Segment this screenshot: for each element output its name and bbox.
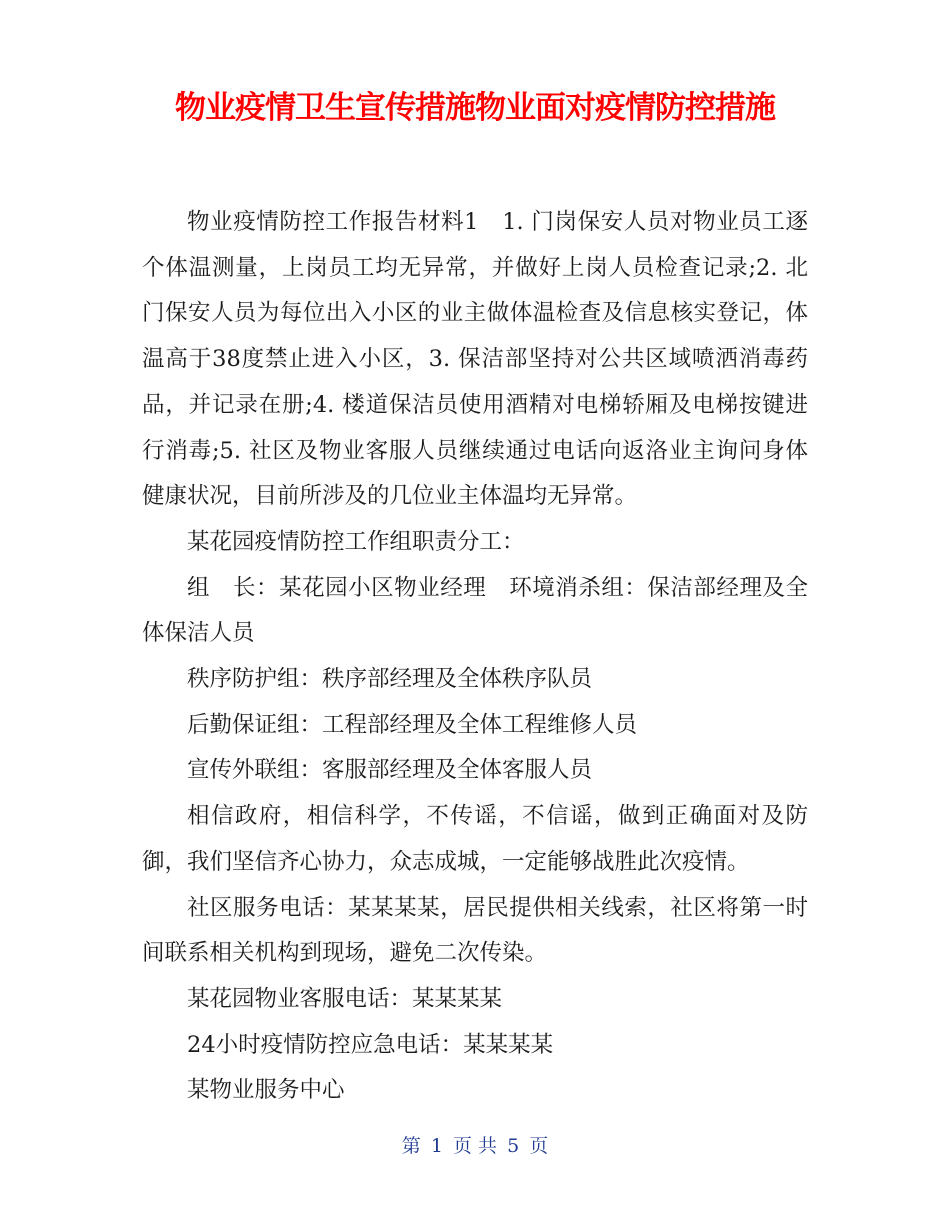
paragraph-leader: 组 长：某花园小区物业经理 环境消杀组：保洁部经理及全体保洁人员 — [142, 574, 808, 647]
footer-prefix: 第 — [401, 1135, 421, 1157]
paragraph-publicity-group: 宣传外联组：客服部经理及全体客服人员 — [187, 757, 593, 784]
paragraph-division-heading: 某花园疫情防控工作组职责分工： — [187, 528, 525, 555]
document-body — [142, 200, 808, 1114]
paragraph-service-phone: 某花园物业客服电话：某某某某 — [187, 985, 503, 1012]
paragraph-signature: 某物业服务中心 — [187, 1077, 345, 1104]
footer-middle: 页 共 — [452, 1135, 498, 1157]
footer-page-number: 1 — [430, 1135, 443, 1157]
footer-suffix: 页 — [529, 1135, 549, 1157]
paragraph-emergency-phone: 24小时疫情防控应急电话：某某某某 — [187, 1031, 554, 1058]
paragraph-community-phone: 社区服务电话：某某某某，居民提供相关线索，社区将第一时间联系相关机构到现场，避免二次传染。 — [142, 894, 808, 967]
footer-total-pages: 5 — [507, 1135, 520, 1157]
document-title: 物业疫情卫生宣传措施物业面对疫情防控措施 — [175, 90, 775, 126]
paragraph-appeal: 相信政府，相信科学，不传谣，不信谣，做到正确面对及防御，我们坚信齐心协力，众志成城，一定能够战胜此次疫情。 — [142, 803, 808, 875]
paragraph-order-group: 秩序防护组：秩序部经理及全体秩序队员 — [187, 666, 593, 693]
page-footer — [0, 1133, 950, 1159]
paragraph-report: 物业疫情防控工作报告材料1 1. 门岗保安人员对物业员工逐个体温测量，上岗员工均无异常，并做好上岗人员检查记录;2. 北门保安人员为每位出入小区的业主做体温检查及信息核实登记，体温高于38度禁止进入小区，3. 保洁部坚持对公共区域喷洒消毒药品，并记录在册;4. 楼道保洁员使用酒精对电梯轿厢及电梯按键进行消毒;5. 社区及物业客服人员继续通过电话向返洛业主询问身体健康状况，目前所涉及的几位业主体温均无异常。 — [142, 209, 808, 510]
paragraph-logistics-group: 后勤保证组：工程部经理及全体工程维修人员 — [187, 711, 638, 738]
